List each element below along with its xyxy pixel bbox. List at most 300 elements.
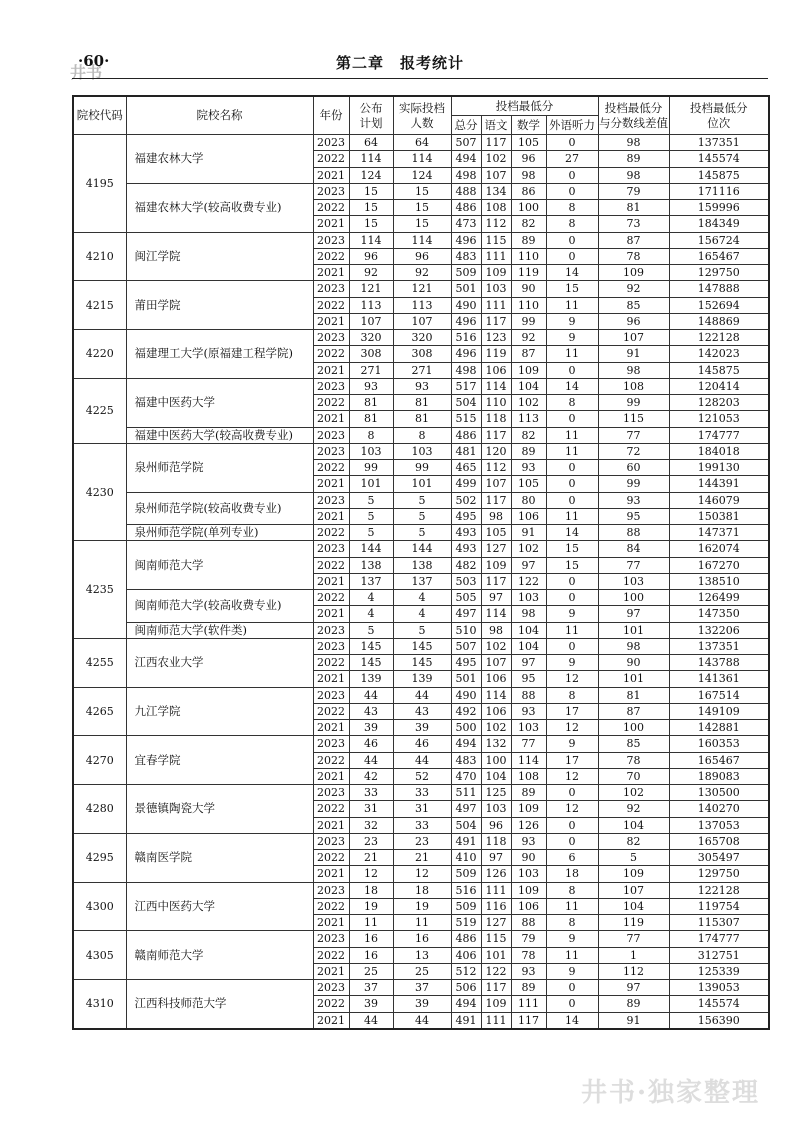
cell-actual: 145 [393, 655, 451, 671]
cell-math: 97 [511, 655, 546, 671]
cell-diff: 87 [598, 232, 669, 248]
school-code: 4255 [73, 638, 126, 687]
cell-math: 91 [511, 525, 546, 541]
school-code: 4270 [73, 736, 126, 785]
cell-total: 465 [451, 460, 481, 476]
cell-plan: 32 [349, 817, 393, 833]
cell-chinese: 101 [481, 947, 511, 963]
cell-math: 79 [511, 931, 546, 947]
cell-math: 113 [511, 411, 546, 427]
cell-math: 90 [511, 850, 546, 866]
cell-diff: 107 [598, 882, 669, 898]
cell-math: 110 [511, 297, 546, 313]
cell-math: 80 [511, 492, 546, 508]
cell-rank: 174777 [669, 427, 769, 443]
cell-plan: 44 [349, 687, 393, 703]
table-row [73, 980, 769, 996]
cell-year: 2022 [313, 395, 349, 411]
cell-total: 486 [451, 200, 481, 216]
cell-diff: 109 [598, 265, 669, 281]
cell-chinese: 111 [481, 248, 511, 264]
cell-plan: 114 [349, 232, 393, 248]
cell-actual: 124 [393, 167, 451, 183]
cell-actual: 99 [393, 460, 451, 476]
cell-plan: 113 [349, 297, 393, 313]
cell-diff: 90 [598, 655, 669, 671]
cell-year: 2023 [313, 443, 349, 459]
cell-total: 509 [451, 898, 481, 914]
cell-math: 126 [511, 817, 546, 833]
cell-diff: 103 [598, 573, 669, 589]
cell-rank: 145574 [669, 996, 769, 1012]
cell-year: 2023 [313, 427, 349, 443]
cell-total: 499 [451, 476, 481, 492]
cell-actual: 271 [393, 362, 451, 378]
col-min-score: 投档最低分 [451, 96, 598, 116]
cell-chinese: 111 [481, 297, 511, 313]
cell-actual: 93 [393, 378, 451, 394]
cell-total: 470 [451, 768, 481, 784]
cell-plan: 44 [349, 752, 393, 768]
table-row [73, 232, 769, 248]
cell-math: 96 [511, 151, 546, 167]
cell-total: 517 [451, 378, 481, 394]
cell-plan: 107 [349, 313, 393, 329]
cell-year: 2023 [313, 232, 349, 248]
cell-listening: 9 [546, 313, 598, 329]
cell-year: 2023 [313, 330, 349, 346]
cell-plan: 33 [349, 785, 393, 801]
cell-actual: 43 [393, 703, 451, 719]
cell-diff: 78 [598, 248, 669, 264]
cell-year: 2022 [313, 590, 349, 606]
cell-actual: 121 [393, 281, 451, 297]
cell-rank: 143788 [669, 655, 769, 671]
cell-total: 515 [451, 411, 481, 427]
cell-actual: 139 [393, 671, 451, 687]
cell-chinese: 109 [481, 265, 511, 281]
cell-math: 89 [511, 232, 546, 248]
cell-actual: 25 [393, 963, 451, 979]
school-code: 4225 [73, 378, 126, 443]
cell-listening: 9 [546, 606, 598, 622]
cell-diff: 89 [598, 996, 669, 1012]
cell-rank: 160353 [669, 736, 769, 752]
cell-listening: 14 [546, 525, 598, 541]
cell-chinese: 100 [481, 752, 511, 768]
cell-math: 110 [511, 248, 546, 264]
cell-diff: 85 [598, 736, 669, 752]
cell-diff: 99 [598, 395, 669, 411]
cell-year: 2023 [313, 135, 349, 151]
cell-actual: 46 [393, 736, 451, 752]
cell-rank: 137351 [669, 638, 769, 654]
cell-diff: 115 [598, 411, 669, 427]
cell-listening: 9 [546, 931, 598, 947]
cell-chinese: 117 [481, 573, 511, 589]
cell-year: 2022 [313, 460, 349, 476]
cell-math: 93 [511, 460, 546, 476]
cell-math: 82 [511, 427, 546, 443]
table-row [73, 785, 769, 801]
cell-chinese: 97 [481, 850, 511, 866]
table-row [73, 931, 769, 947]
cell-total: 498 [451, 167, 481, 183]
cell-plan: 145 [349, 655, 393, 671]
cell-math: 78 [511, 947, 546, 963]
cell-actual: 4 [393, 606, 451, 622]
cell-total: 502 [451, 492, 481, 508]
cell-total: 496 [451, 346, 481, 362]
cell-year: 2022 [313, 200, 349, 216]
cell-plan: 271 [349, 362, 393, 378]
cell-listening: 11 [546, 443, 598, 459]
cell-listening: 8 [546, 882, 598, 898]
cell-math: 105 [511, 135, 546, 151]
cell-math: 109 [511, 882, 546, 898]
cell-rank: 199130 [669, 460, 769, 476]
cell-chinese: 109 [481, 996, 511, 1012]
cell-diff: 77 [598, 427, 669, 443]
cell-diff: 112 [598, 963, 669, 979]
cell-diff: 98 [598, 167, 669, 183]
cell-math: 93 [511, 963, 546, 979]
cell-chinese: 123 [481, 330, 511, 346]
cell-math: 105 [511, 476, 546, 492]
cell-plan: 23 [349, 833, 393, 849]
col-math: 数学 [511, 116, 546, 135]
cell-diff: 101 [598, 622, 669, 638]
table-row [73, 330, 769, 346]
cell-listening: 11 [546, 427, 598, 443]
cell-listening: 8 [546, 915, 598, 931]
cell-chinese: 103 [481, 281, 511, 297]
cell-chinese: 117 [481, 313, 511, 329]
cell-year: 2023 [313, 622, 349, 638]
cell-total: 497 [451, 606, 481, 622]
cell-rank: 156724 [669, 232, 769, 248]
cell-listening: 0 [546, 817, 598, 833]
cell-plan: 31 [349, 801, 393, 817]
cell-total: 491 [451, 1012, 481, 1029]
cell-plan: 99 [349, 460, 393, 476]
cell-math: 88 [511, 915, 546, 931]
cell-actual: 33 [393, 817, 451, 833]
cell-actual: 15 [393, 183, 451, 199]
cell-plan: 64 [349, 135, 393, 151]
cell-math: 89 [511, 785, 546, 801]
cell-chinese: 111 [481, 1012, 511, 1029]
cell-chinese: 107 [481, 476, 511, 492]
cell-total: 483 [451, 752, 481, 768]
cell-rank: 137053 [669, 817, 769, 833]
cell-diff: 89 [598, 151, 669, 167]
cell-chinese: 108 [481, 200, 511, 216]
cell-rank: 152694 [669, 297, 769, 313]
cell-listening: 11 [546, 947, 598, 963]
cell-total: 504 [451, 395, 481, 411]
cell-chinese: 102 [481, 720, 511, 736]
cell-total: 504 [451, 817, 481, 833]
school-code: 4300 [73, 882, 126, 931]
table-row [73, 638, 769, 654]
cell-year: 2022 [313, 947, 349, 963]
cell-plan: 145 [349, 638, 393, 654]
cell-chinese: 134 [481, 183, 511, 199]
cell-math: 99 [511, 313, 546, 329]
cell-diff: 1 [598, 947, 669, 963]
cell-year: 2023 [313, 541, 349, 557]
cell-math: 86 [511, 183, 546, 199]
cell-total: 495 [451, 655, 481, 671]
cell-listening: 0 [546, 460, 598, 476]
cell-listening: 8 [546, 200, 598, 216]
watermark-top: 井书 [70, 63, 103, 82]
cell-year: 2021 [313, 915, 349, 931]
cell-total: 486 [451, 931, 481, 947]
col-chinese: 语文 [481, 116, 511, 135]
cell-year: 2021 [313, 720, 349, 736]
cell-diff: 98 [598, 362, 669, 378]
cell-rank: 149109 [669, 703, 769, 719]
cell-actual: 33 [393, 785, 451, 801]
cell-rank: 184018 [669, 443, 769, 459]
cell-plan: 4 [349, 590, 393, 606]
cell-diff: 96 [598, 313, 669, 329]
cell-listening: 11 [546, 508, 598, 524]
cell-rank: 165467 [669, 248, 769, 264]
cell-math: 77 [511, 736, 546, 752]
table-row [73, 135, 769, 151]
cell-listening: 9 [546, 963, 598, 979]
cell-diff: 98 [598, 135, 669, 151]
cell-actual: 13 [393, 947, 451, 963]
cell-actual: 11 [393, 915, 451, 931]
table-row [73, 736, 769, 752]
cell-actual: 137 [393, 573, 451, 589]
cell-listening: 0 [546, 183, 598, 199]
cell-chinese: 119 [481, 346, 511, 362]
cell-plan: 43 [349, 703, 393, 719]
cell-rank: 162074 [669, 541, 769, 557]
cell-actual: 114 [393, 151, 451, 167]
table-row [73, 622, 769, 638]
cell-actual: 23 [393, 833, 451, 849]
cell-total: 511 [451, 785, 481, 801]
cell-year: 2022 [313, 248, 349, 264]
cell-rank: 184349 [669, 216, 769, 232]
school-code: 4210 [73, 232, 126, 281]
school-name: 赣南医学院 [126, 833, 313, 882]
table-row [73, 541, 769, 557]
cell-listening: 0 [546, 785, 598, 801]
cell-year: 2021 [313, 216, 349, 232]
cell-actual: 8 [393, 427, 451, 443]
cell-year: 2021 [313, 573, 349, 589]
cell-actual: 31 [393, 801, 451, 817]
cell-total: 491 [451, 833, 481, 849]
cell-rank: 165708 [669, 833, 769, 849]
cell-year: 2022 [313, 297, 349, 313]
cell-plan: 39 [349, 720, 393, 736]
cell-total: 506 [451, 980, 481, 996]
cell-plan: 4 [349, 606, 393, 622]
cell-plan: 121 [349, 281, 393, 297]
cell-total: 492 [451, 703, 481, 719]
cell-plan: 137 [349, 573, 393, 589]
cell-chinese: 126 [481, 866, 511, 882]
school-name: 闽江学院 [126, 232, 313, 281]
cell-total: 493 [451, 525, 481, 541]
cell-year: 2023 [313, 785, 349, 801]
cell-actual: 96 [393, 248, 451, 264]
cell-year: 2023 [313, 736, 349, 752]
cell-listening: 8 [546, 687, 598, 703]
cell-math: 108 [511, 768, 546, 784]
cell-math: 100 [511, 200, 546, 216]
cell-rank: 122128 [669, 330, 769, 346]
school-code: 4310 [73, 980, 126, 1029]
cell-diff: 104 [598, 817, 669, 833]
school-code: 4295 [73, 833, 126, 882]
cell-year: 2022 [313, 801, 349, 817]
school-name: 福建理工大学(原福建工程学院) [126, 330, 313, 379]
cell-diff: 102 [598, 785, 669, 801]
cell-math: 111 [511, 996, 546, 1012]
cell-chinese: 114 [481, 378, 511, 394]
cell-year: 2021 [313, 313, 349, 329]
cell-math: 103 [511, 590, 546, 606]
cell-total: 495 [451, 508, 481, 524]
cell-math: 90 [511, 281, 546, 297]
cell-chinese: 106 [481, 362, 511, 378]
cell-rank: 129750 [669, 265, 769, 281]
cell-rank: 189083 [669, 768, 769, 784]
cell-chinese: 117 [481, 980, 511, 996]
cell-actual: 81 [393, 395, 451, 411]
cell-diff: 97 [598, 980, 669, 996]
cell-rank: 167514 [669, 687, 769, 703]
cell-rank: 120414 [669, 378, 769, 394]
cell-math: 106 [511, 898, 546, 914]
cell-total: 486 [451, 427, 481, 443]
cell-diff: 84 [598, 541, 669, 557]
cell-rank: 142881 [669, 720, 769, 736]
cell-chinese: 104 [481, 768, 511, 784]
cell-chinese: 132 [481, 736, 511, 752]
cell-total: 482 [451, 557, 481, 573]
cell-diff: 91 [598, 346, 669, 362]
cell-listening: 17 [546, 703, 598, 719]
table-body [73, 135, 769, 1029]
cell-plan: 12 [349, 866, 393, 882]
cell-diff: 81 [598, 200, 669, 216]
school-code: 4280 [73, 785, 126, 834]
cell-diff: 109 [598, 866, 669, 882]
cell-math: 104 [511, 622, 546, 638]
cell-rank: 130500 [669, 785, 769, 801]
cell-actual: 113 [393, 297, 451, 313]
cell-diff: 5 [598, 850, 669, 866]
cell-year: 2022 [313, 655, 349, 671]
cell-actual: 308 [393, 346, 451, 362]
cell-math: 106 [511, 508, 546, 524]
cell-chinese: 117 [481, 427, 511, 443]
cell-plan: 114 [349, 151, 393, 167]
cell-listening: 0 [546, 833, 598, 849]
cell-diff: 70 [598, 768, 669, 784]
cell-actual: 44 [393, 687, 451, 703]
cell-year: 2023 [313, 638, 349, 654]
cell-plan: 37 [349, 980, 393, 996]
cell-chinese: 107 [481, 655, 511, 671]
school-code: 4195 [73, 135, 126, 233]
cell-rank: 147350 [669, 606, 769, 622]
cell-listening: 9 [546, 330, 598, 346]
cell-total: 501 [451, 281, 481, 297]
school-code: 4235 [73, 541, 126, 639]
cell-math: 82 [511, 216, 546, 232]
cell-year: 2021 [313, 1012, 349, 1029]
table-row [73, 492, 769, 508]
school-code: 4220 [73, 330, 126, 379]
school-name: 景德镇陶瓷大学 [126, 785, 313, 834]
cell-plan: 96 [349, 248, 393, 264]
cell-plan: 5 [349, 622, 393, 638]
cell-rank: 121053 [669, 411, 769, 427]
cell-plan: 15 [349, 183, 393, 199]
cell-rank: 156390 [669, 1012, 769, 1029]
cell-chinese: 110 [481, 395, 511, 411]
cell-listening: 11 [546, 346, 598, 362]
cell-total: 494 [451, 151, 481, 167]
cell-actual: 107 [393, 313, 451, 329]
cell-diff: 79 [598, 183, 669, 199]
col-actual: 实际投档 人数 [393, 96, 451, 135]
cell-listening: 0 [546, 362, 598, 378]
cell-listening: 17 [546, 752, 598, 768]
cell-year: 2023 [313, 980, 349, 996]
table-row [73, 378, 769, 394]
cell-total: 501 [451, 671, 481, 687]
cell-listening: 0 [546, 638, 598, 654]
cell-listening: 0 [546, 135, 598, 151]
cell-math: 109 [511, 801, 546, 817]
school-code: 4305 [73, 931, 126, 980]
cell-total: 507 [451, 135, 481, 151]
cell-chinese: 114 [481, 606, 511, 622]
cell-actual: 103 [393, 443, 451, 459]
cell-listening: 14 [546, 378, 598, 394]
cell-diff: 108 [598, 378, 669, 394]
cell-listening: 14 [546, 1012, 598, 1029]
col-code: 院校代码 [73, 96, 126, 135]
cell-total: 410 [451, 850, 481, 866]
cell-actual: 18 [393, 882, 451, 898]
cell-listening: 11 [546, 622, 598, 638]
cell-diff: 77 [598, 931, 669, 947]
school-name: 闽南师范大学(软件类) [126, 622, 313, 638]
cell-total: 473 [451, 216, 481, 232]
chapter-title: 第二章 报考统计 [335, 54, 464, 72]
col-diff: 投档最低分 与分数线差值 [598, 96, 669, 135]
cell-rank: 126499 [669, 590, 769, 606]
cell-plan: 124 [349, 167, 393, 183]
cell-actual: 81 [393, 411, 451, 427]
cell-chinese: 111 [481, 882, 511, 898]
cell-plan: 320 [349, 330, 393, 346]
cell-chinese: 122 [481, 963, 511, 979]
